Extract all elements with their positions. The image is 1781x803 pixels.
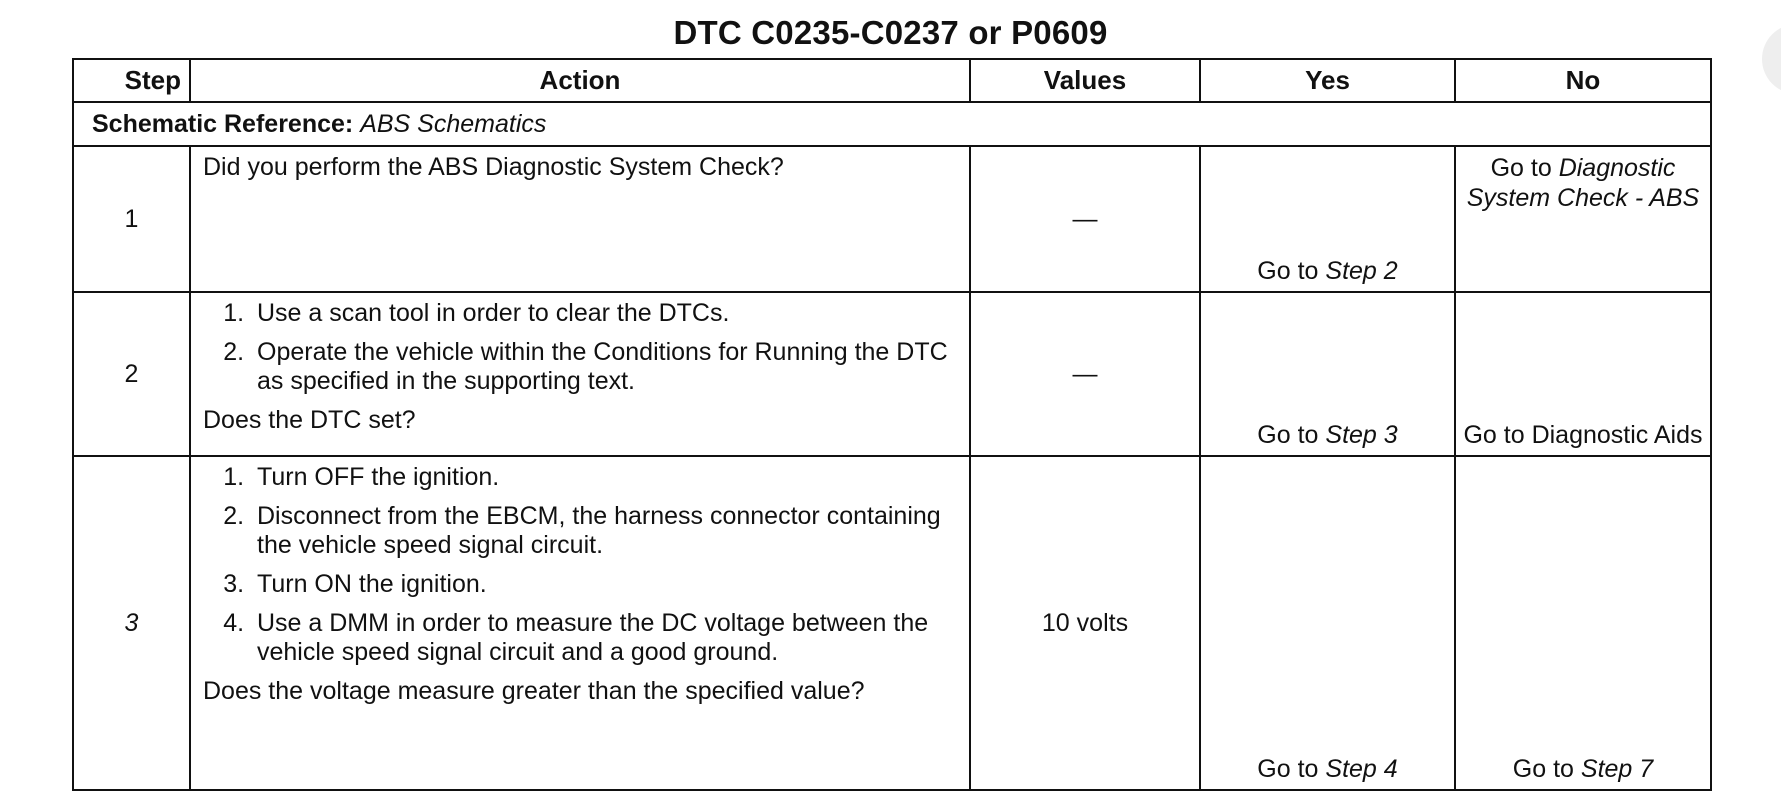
schematic-reference-row <box>73 102 1711 146</box>
value-cell: — <box>970 292 1200 456</box>
yes-cell <box>1200 146 1455 292</box>
schematic-reference-label: Schematic Reference: <box>92 109 354 138</box>
yes-cell <box>1200 456 1455 790</box>
yes-step-ref: Step 3 <box>1325 421 1398 449</box>
no-prefix: Go to <box>1490 154 1552 182</box>
header-yes: Yes <box>1200 59 1455 102</box>
yes-cell <box>1200 292 1455 456</box>
header-step: Step <box>73 59 190 102</box>
schematic-reference <box>73 102 1711 146</box>
header-values: Values <box>970 59 1200 102</box>
action-step-item: 3. Turn ON the ignition. <box>251 570 957 599</box>
action-question: Does the voltage measure greater than the specified value? <box>203 677 865 705</box>
no-cell: Go to Diagnostic Aids <box>1455 292 1711 456</box>
header-no: No <box>1455 59 1711 102</box>
action-steps-list <box>203 463 957 667</box>
yes-prefix: Go to <box>1257 755 1319 783</box>
step-number: 2 <box>73 292 190 456</box>
table-row <box>73 146 1711 292</box>
diagnostic-table <box>72 58 1712 791</box>
action-step-item: 1. Use a scan tool in order to clear the DTCs. <box>251 299 957 328</box>
no-step-ref: Step 7 <box>1580 755 1654 783</box>
step-number: 1 <box>73 146 190 292</box>
no-diagnostic-ref: Diagnostic System Check - ABS <box>1466 154 1700 212</box>
action-step-item: 2. Disconnect from the EBCM, the harness connector containing the vehicle speed signal circuit. <box>251 502 957 560</box>
action-cell <box>190 456 970 790</box>
step-number: 3 <box>73 456 190 790</box>
yes-prefix: Go to <box>1257 421 1319 449</box>
yes-prefix: Go to <box>1257 257 1319 285</box>
action-question: Does the DTC set? <box>203 406 416 434</box>
table-row <box>73 292 1711 456</box>
header-action: Action <box>190 59 970 102</box>
no-cell <box>1455 456 1711 790</box>
action-steps-list <box>203 299 957 396</box>
table-row <box>73 456 1711 790</box>
action-step-item: 2. Operate the vehicle within the Conditions for Running the DTC as specified in the supporting text. <box>251 338 957 396</box>
action-step-item: 4. Use a DMM in order to measure the DC voltage between the vehicle speed signal circuit and a good ground. <box>251 609 957 667</box>
action-question: Did you perform the ABS Diagnostic System Check? <box>203 153 784 181</box>
no-cell <box>1455 146 1711 292</box>
action-cell <box>190 146 970 292</box>
header-row <box>73 59 1711 102</box>
yes-step-ref: Step 2 <box>1325 257 1398 285</box>
value-cell: 10 volts <box>970 456 1200 790</box>
schematic-reference-link: ABS Schematics <box>360 109 547 138</box>
page-title: DTC C0235-C0237 or P0609 <box>673 14 1108 51</box>
value-cell: — <box>970 146 1200 292</box>
action-cell <box>190 292 970 456</box>
action-step-item: 1. Turn OFF the ignition. <box>251 463 957 492</box>
no-prefix: Go to <box>1512 755 1574 783</box>
yes-step-ref: Step 4 <box>1325 755 1398 783</box>
